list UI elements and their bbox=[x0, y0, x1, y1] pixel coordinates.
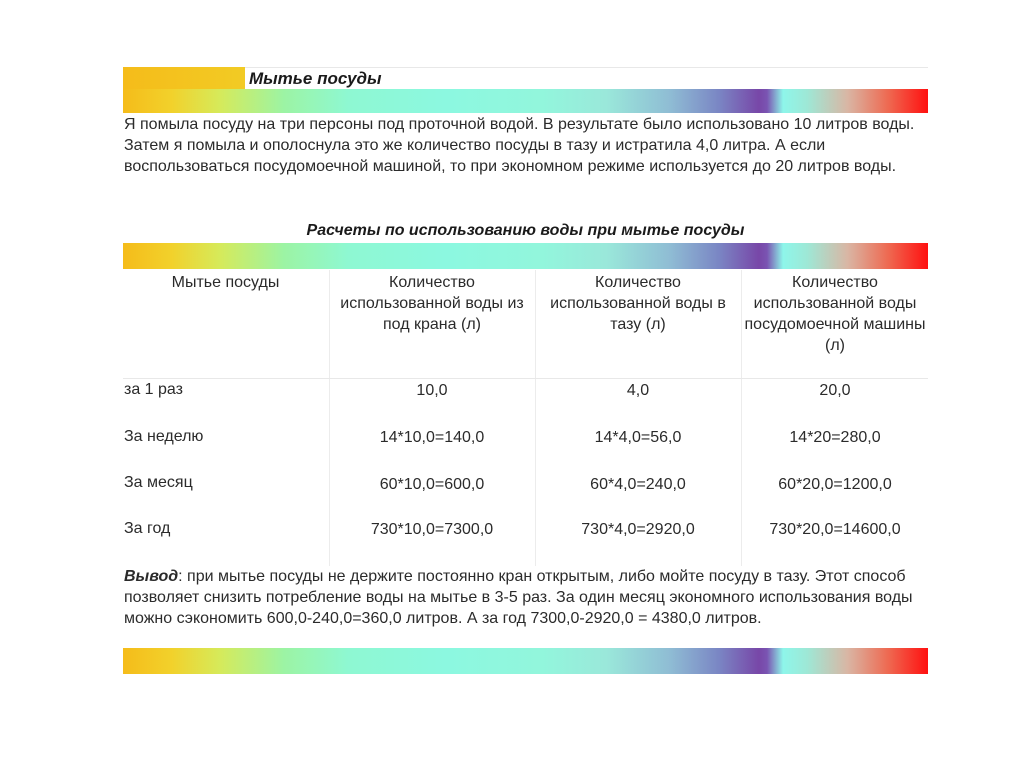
cell-basin: 730*4,0=2920,0 bbox=[581, 521, 695, 538]
conclusion-label: Вывод bbox=[124, 568, 179, 585]
page-title: Мытье посуды bbox=[249, 69, 382, 88]
divider bbox=[245, 67, 928, 68]
bottom-gradient-band bbox=[123, 648, 928, 674]
header-basin: Количество использованной воды в тазу (л) bbox=[550, 274, 726, 333]
header-machine: Количество использованной воды посудомоечной машины (л) bbox=[744, 274, 926, 354]
conclusion-body: : при мытье посуды не держите постоянно кран открытым, либо мойте посуду в тазу. Этот способ позволяет снизить потребление воды на мытье в 3-5 раз. За один месяц экономного использования воды можно сэкономить 600,0-240,0=360,0 литров. А за год 7300,0-2920,0 = 4380,0 литров. bbox=[124, 568, 913, 627]
table-title: Расчеты по использованию воды при мытье посуды bbox=[306, 222, 745, 239]
title-gradient-band bbox=[123, 89, 928, 113]
row-label: За неделю bbox=[124, 428, 204, 445]
row-label: за 1 раз bbox=[124, 381, 183, 398]
header-dishwashing: Мытье посуды bbox=[171, 274, 280, 291]
cell-machine: 20,0 bbox=[819, 382, 851, 399]
title-bar bbox=[123, 67, 928, 113]
conclusion-text bbox=[124, 566, 930, 629]
cell-tap: 60*10,0=600,0 bbox=[379, 476, 485, 493]
row-label: За месяц bbox=[124, 474, 193, 491]
cell-basin: 60*4,0=240,0 bbox=[590, 476, 686, 493]
cell-basin: 4,0 bbox=[626, 382, 650, 399]
cell-machine: 14*20=280,0 bbox=[789, 429, 881, 446]
intro-text: Я помыла посуду на три персоны под проточной водой. В результате было использовано 10 литров воды. Затем я помыла и ополоснула это же количество посуды в тазу и истратила 4,0 литра. А если воспользоваться посудомоечной машиной, то при экономном режиме используется до 20 литров воды. bbox=[124, 116, 915, 175]
cell-basin: 14*4,0=56,0 bbox=[594, 429, 682, 446]
cell-tap: 14*10,0=140,0 bbox=[379, 429, 485, 446]
cell-tap: 730*10,0=7300,0 bbox=[370, 521, 494, 538]
cell-machine: 60*20,0=1200,0 bbox=[778, 476, 892, 493]
cell-tap: 10,0 bbox=[416, 382, 448, 399]
row-label: За год bbox=[124, 520, 171, 537]
row-divider bbox=[123, 378, 928, 379]
table-gradient-band bbox=[123, 243, 928, 269]
cell-machine: 730*20,0=14600,0 bbox=[769, 521, 901, 538]
header-tap: Количество использованной воды из под крана (л) bbox=[340, 274, 524, 333]
